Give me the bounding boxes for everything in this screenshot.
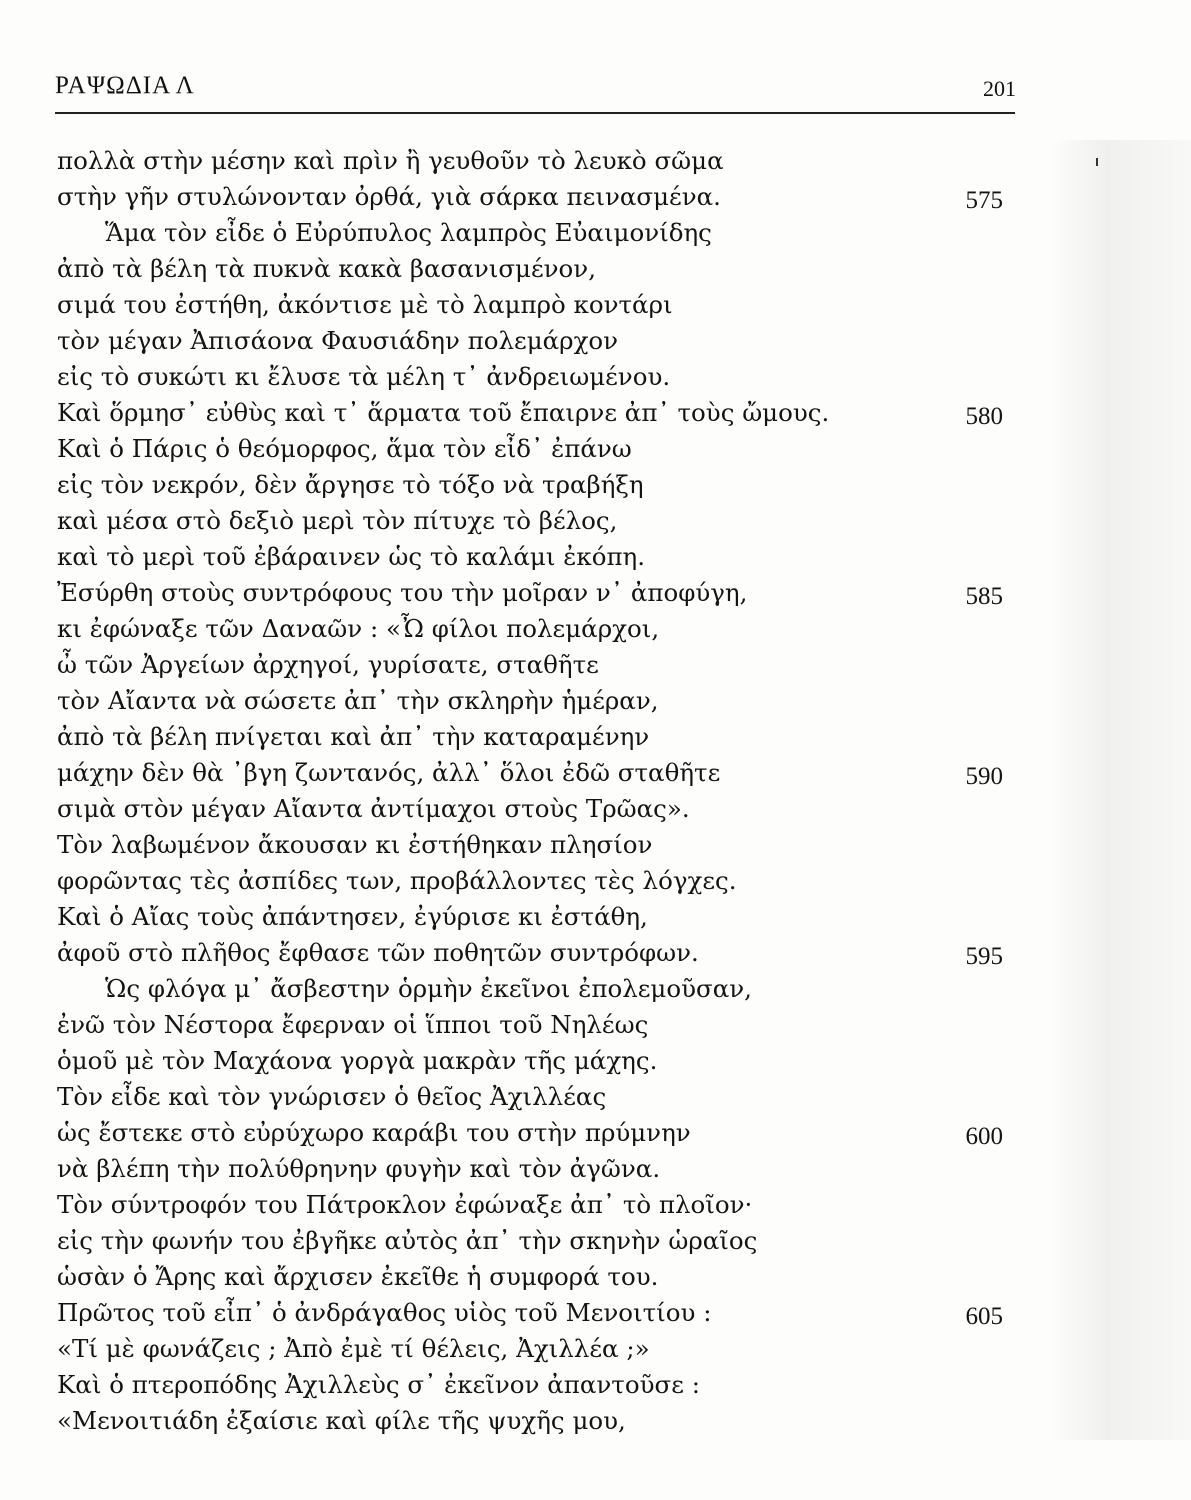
- verse-text: Τὸν εἶδε καὶ τὸν γνώρισεν ὁ θεῖος Ἀχιλλέας: [57, 1082, 607, 1111]
- verse-line: [0, 683, 1191, 719]
- running-head-title: ΡΑΨΩΔΙΑ Λ: [55, 72, 195, 99]
- line-number: 595: [965, 943, 1003, 970]
- verse-line: [0, 791, 1191, 827]
- verse-line: [0, 1223, 1191, 1259]
- verse-line: [0, 899, 1191, 935]
- verse-line: [0, 755, 1191, 791]
- verse-line: [0, 143, 1191, 179]
- verse-text: πολλὰ στὴν μέσην καὶ πρὶν ἢ γευθοῦν τὸ λευκὸ σῶμα: [57, 146, 724, 175]
- verse-text: Καὶ ὁ πτεροπόδης Ἀχιλλεὺς σ᾽ ἐκεῖνον ἀπαντοῦσε :: [57, 1370, 700, 1399]
- verse-text: «Μενοιτιάδη ἐξαίσιε καὶ φίλε τῆς ψυχῆς μου,: [57, 1406, 626, 1435]
- verse-text: ὁμοῦ μὲ τὸν Μαχάονα γοργὰ μακρὰν τῆς μάχης.: [57, 1046, 658, 1075]
- line-number: 585: [965, 583, 1003, 610]
- verse-text: εἰς τὸν νεκρόν, δὲν ἄργησε τὸ τόξο νὰ τραβήξη: [57, 470, 644, 499]
- verse-line: [0, 1115, 1191, 1151]
- line-number: 580: [965, 403, 1003, 430]
- verse-line: [0, 431, 1191, 467]
- verse-line: [0, 1295, 1191, 1331]
- line-number: 590: [965, 763, 1003, 790]
- verse-line: [0, 179, 1191, 215]
- verse-line: [0, 395, 1191, 431]
- line-number: 575: [965, 187, 1003, 214]
- verse-line: [0, 359, 1191, 395]
- verse-text: ἐνῶ τὸν Νέστορα ἔφερναν οἱ ἵπποι τοῦ Νηλέως: [57, 1010, 649, 1039]
- verse-text: «Τί μὲ φωνάζεις ; Ἀπὸ ἐμὲ τί θέλεις, Ἀχιλλέα ;»: [57, 1334, 650, 1363]
- verse-text: νὰ βλέπη τὴν πολύθρηνην φυγὴν καὶ τὸν ἀγῶνα.: [57, 1154, 661, 1183]
- line-number: 600: [965, 1123, 1003, 1150]
- verse-line: [0, 1079, 1191, 1115]
- verse-line: [0, 503, 1191, 539]
- verse-line: [0, 539, 1191, 575]
- verse-text: Τὸν λαβωμένον ἄκουσαν κι ἐστήθηκαν πλησίον: [57, 830, 653, 859]
- verse-line: [0, 935, 1191, 971]
- verse-text: φορῶντας τὲς ἀσπίδες των, προβάλλοντες τὲς λόγχες.: [57, 866, 737, 895]
- verse-block: [0, 143, 1191, 1439]
- verse-line: [0, 1151, 1191, 1187]
- line-number: 605: [965, 1303, 1003, 1330]
- verse-text: καὶ μέσα στὸ δεξιὸ μερὶ τὸν πίτυχε τὸ βέλος,: [57, 506, 618, 535]
- verse-line: [0, 1043, 1191, 1079]
- verse-text: Καὶ ὁ Αἴας τοὺς ἀπάντησεν, ἐγύρισε κι ἐστάθη,: [57, 902, 648, 931]
- verse-text: Ὡς φλόγα μ᾽ ἄσβεστην ὁρμὴν ἐκεῖνοι ἐπολεμοῦσαν,: [105, 974, 752, 1003]
- verse-text: εἰς τὴν φωνήν του ἐβγῆκε αὐτὸς ἀπ᾽ τὴν σκηνὴν ὡραῖος: [57, 1226, 758, 1255]
- verse-line: [0, 647, 1191, 683]
- header-rule: [55, 112, 1015, 114]
- verse-line: [0, 863, 1191, 899]
- verse-text: σιμὰ στὸν μέγαν Αἴαντα ἀντίμαχοι στοὺς Τρῶας».: [57, 794, 690, 823]
- verse-text: ὡς ἔστεκε στὸ εὐρύχωρο καράβι του στὴν πρύμνην: [57, 1118, 691, 1147]
- verse-text: ἀφοῦ στὸ πλῆθος ἔφθασε τῶν ποθητῶν συντρόφων.: [57, 938, 699, 967]
- verse-line: [0, 1259, 1191, 1295]
- verse-text: ἀπὸ τὰ βέλη τὰ πυκνὰ κακὰ βασανισμένον,: [57, 254, 596, 283]
- verse-text: κι ἐφώναξε τῶν Δαναῶν : «Ὦ φίλοι πολεμάρχοι,: [57, 614, 660, 643]
- verse-line: [0, 719, 1191, 755]
- page-number: 201: [983, 76, 1016, 101]
- verse-text: τὸν μέγαν Ἀπισάονα Φαυσιάδην πολεμάρχον: [57, 326, 619, 355]
- verse-text: Ἐσύρθη στοὺς συντρόφους του τὴν μοῖραν ν᾽ ἀποφύγη,: [57, 578, 748, 607]
- verse-text: Πρῶτος τοῦ εἶπ᾽ ὁ ἀνδράγαθος υἱὸς τοῦ Μενοιτίου :: [57, 1298, 712, 1327]
- verse-line: [0, 971, 1191, 1007]
- verse-text: εἰς τὸ συκώτι κι ἔλυσε τὰ μέλη τ᾽ ἀνδρειωμένου.: [57, 362, 671, 391]
- verse-line: [0, 251, 1191, 287]
- verse-text: Καὶ ὁ Πάρις ὁ θεόμορφος, ἅμα τὸν εἶδ᾽ ἐπάνω: [57, 434, 632, 463]
- verse-text: καὶ τὸ μερὶ τοῦ ἐβάραινεν ὡς τὸ καλάμι ἐκόπη.: [57, 542, 646, 571]
- verse-text: σιμά του ἐστήθη, ἀκόντισε μὲ τὸ λαμπρὸ κοντάρι: [57, 290, 673, 319]
- verse-text: μάχην δὲν θὰ ᾽βγη ζωντανός, ἀλλ᾽ ὅλοι ἐδῶ σταθῆτε: [57, 758, 721, 787]
- verse-line: [0, 1367, 1191, 1403]
- verse-line: [0, 611, 1191, 647]
- verse-line: [0, 1007, 1191, 1043]
- verse-line: [0, 827, 1191, 863]
- verse-line: [0, 215, 1191, 251]
- verse-line: [0, 575, 1191, 611]
- verse-text: στὴν γῆν στυλώνονταν ὀρθά, γιὰ σάρκα πεινασμένα.: [57, 182, 721, 211]
- verse-text: ὡσὰν ὁ Ἄρης καὶ ἄρχισεν ἐκεῖθε ἡ συμφορά του.: [57, 1262, 659, 1291]
- verse-line: [0, 287, 1191, 323]
- verse-line: [0, 323, 1191, 359]
- verse-text: ἀπὸ τὰ βέλη πνίγεται καὶ ἀπ᾽ τὴν καταραμένην: [57, 722, 650, 751]
- verse-line: [0, 1331, 1191, 1367]
- verse-line: [0, 1403, 1191, 1439]
- verse-text: Τὸν σύντροφόν του Πάτροκλον ἐφώναξε ἀπ᾽ τὸ πλοῖον·: [57, 1190, 753, 1219]
- verse-line: [0, 1187, 1191, 1223]
- verse-text: τὸν Αἴαντα νὰ σώσετε ἀπ᾽ τὴν σκληρὴν ἡμέραν,: [57, 686, 659, 715]
- verse-text: ὦ τῶν Ἀργείων ἀρχηγοί, γυρίσατε, σταθῆτε: [57, 650, 599, 679]
- verse-text: Καὶ ὅρμησ᾽ εὐθὺς καὶ τ᾽ ἅρματα τοῦ ἔπαιρνε ἀπ᾽ τοὺς ὤμους.: [57, 398, 830, 427]
- verse-line: [0, 467, 1191, 503]
- verse-text: Ἅμα τὸν εἶδε ὁ Εὐρύπυλος λαμπρὸς Εὐαιμονίδης: [105, 218, 712, 247]
